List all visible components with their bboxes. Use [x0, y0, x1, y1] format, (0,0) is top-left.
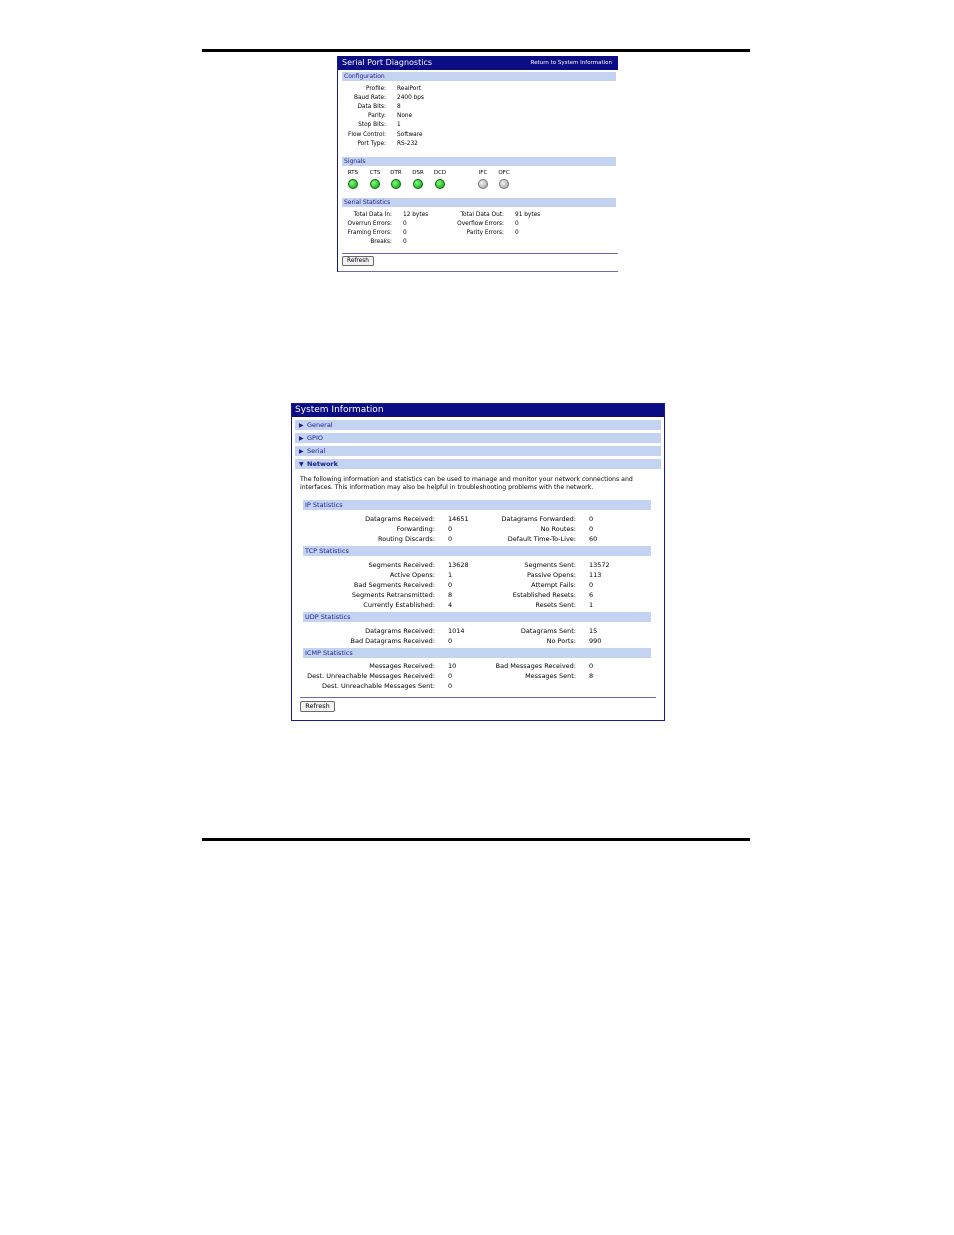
stat-value: 8	[397, 104, 401, 111]
stat-label: Datagrams Received:	[365, 627, 435, 635]
system-information-panel	[291, 403, 665, 721]
stat-label: Bad Segments Received:	[353, 581, 435, 589]
stat-label: Messages Sent:	[525, 672, 576, 680]
stat-label: Parity:	[367, 113, 386, 120]
configuration-header: Configuration	[342, 72, 616, 81]
serial-statistics-header: Serial Statistics	[342, 198, 616, 207]
signal-rts	[343, 170, 363, 189]
stat-label: Overflow Errors:	[457, 221, 504, 228]
stat-label: Parity Errors:	[466, 230, 504, 237]
stat-value: 0	[515, 230, 519, 237]
stat-label: Total Data Out:	[460, 212, 504, 218]
stat-value: 990	[589, 637, 602, 645]
section-label: GPIO	[307, 434, 323, 442]
signal-label: CTS	[369, 170, 381, 176]
stat-row	[302, 560, 469, 570]
stat-row	[302, 534, 452, 544]
section-label: Serial	[307, 447, 326, 455]
stat-row	[302, 570, 452, 580]
stat-row	[472, 560, 610, 570]
stat-value: 0	[448, 525, 453, 533]
top-rule	[202, 49, 750, 52]
caret-right-icon: ▶	[299, 448, 304, 455]
signal-label: RTS	[347, 170, 359, 176]
serial-titlebar	[338, 56, 618, 70]
stat-value: RealPort	[397, 86, 421, 92]
stat-row	[450, 220, 519, 229]
stat-value: 1	[589, 601, 594, 609]
stat-label: Passive Opens:	[526, 571, 576, 579]
signal-cts	[365, 170, 385, 189]
stat-label: Segments Retransmitted:	[351, 591, 435, 599]
stat-value: 1014	[448, 627, 465, 635]
section-gpio[interactable]	[295, 433, 661, 443]
signals-header: Signals	[342, 157, 616, 166]
stat-row	[338, 229, 407, 238]
stat-label: Datagrams Received:	[365, 515, 435, 523]
signal-label: DCD	[433, 170, 447, 176]
stat-value: 0	[403, 221, 407, 228]
stat-value: 2400 bps	[397, 95, 424, 102]
stat-value: 1	[448, 571, 453, 579]
stat-label: Data Bits:	[357, 104, 386, 111]
stat-value: 4	[448, 601, 453, 609]
serial-title: Serial Port Diagnostics	[342, 58, 433, 67]
stat-row	[472, 626, 597, 636]
caret-down-icon: ▼	[299, 461, 304, 468]
signal-ofc	[494, 170, 514, 189]
signal-led-icon	[478, 179, 488, 189]
stat-row	[338, 131, 423, 140]
stat-row	[472, 524, 593, 534]
stat-value: None	[397, 113, 413, 120]
signal-led-icon	[348, 179, 358, 189]
divider	[300, 697, 656, 698]
stat-row	[302, 671, 452, 681]
stat-value: 8	[589, 672, 594, 680]
stat-value: 0	[448, 672, 453, 680]
stat-label: Dest. Unreachable Messages Received:	[307, 672, 435, 680]
serial-port-diagnostics-panel	[337, 56, 618, 272]
section-label: Network	[307, 460, 338, 468]
stat-row	[472, 590, 593, 600]
stat-row	[472, 534, 597, 544]
stat-value: 0	[448, 581, 453, 589]
stat-value: 14651	[448, 515, 469, 523]
stat-value: 91 bytes	[515, 212, 541, 218]
stat-label: Segments Sent:	[524, 561, 576, 569]
stat-row	[338, 112, 412, 121]
signal-led-icon	[413, 179, 423, 189]
signal-label: OFC	[498, 170, 510, 176]
stat-value: 113	[589, 571, 602, 579]
section-general[interactable]	[295, 420, 661, 430]
section-serial[interactable]	[295, 446, 661, 456]
signal-dsr	[408, 170, 428, 189]
stat-label: Resets Sent:	[535, 601, 576, 609]
sysinfo-refresh-button[interactable]: Refresh	[300, 701, 335, 712]
stat-value: RS-232	[397, 140, 418, 147]
stat-row	[338, 85, 421, 94]
stat-label: Active Opens:	[389, 571, 435, 579]
stat-value: 6	[589, 591, 594, 599]
stat-row	[472, 661, 593, 671]
stat-value: 15	[589, 627, 598, 635]
signal-led-icon	[391, 179, 401, 189]
stat-value: 0	[589, 581, 594, 589]
stat-value: 13628	[448, 561, 469, 569]
stat-label: Breaks:	[370, 239, 392, 246]
stat-label: Flow Control:	[348, 131, 386, 138]
stat-row	[472, 600, 593, 610]
signal-led-icon	[499, 179, 509, 189]
stat-value: 0	[589, 662, 594, 670]
stat-label: Default Time-To-Live:	[507, 535, 576, 543]
stat-row	[450, 211, 540, 220]
stat-row	[302, 600, 452, 610]
stat-row	[302, 590, 452, 600]
stat-value: 0	[589, 515, 594, 523]
stat-row	[472, 570, 601, 580]
stat-label: Profile:	[366, 86, 386, 92]
stat-value: 13572	[589, 561, 610, 569]
stat-label: Baud Rate:	[354, 95, 386, 102]
signal-label: DTR	[390, 170, 402, 176]
stat-row	[450, 229, 519, 238]
stat-row	[302, 661, 456, 671]
stat-value: 0	[403, 239, 407, 246]
stat-row	[472, 636, 601, 646]
stat-label: Bad Datagrams Received:	[350, 637, 435, 645]
stat-row	[302, 514, 469, 524]
bottom-rule	[202, 838, 750, 841]
stat-row	[472, 671, 593, 681]
stat-label: Datagrams Sent:	[520, 627, 576, 635]
stat-row	[338, 94, 424, 103]
stat-row	[338, 140, 418, 149]
stat-row	[338, 121, 401, 130]
signal-label: IFC	[478, 170, 488, 176]
stat-label: Port Type:	[357, 140, 386, 147]
stat-label: No Ports:	[546, 637, 576, 645]
stat-row	[302, 681, 452, 691]
stat-label: Routing Discards:	[377, 535, 435, 543]
stat-label: Attempt Fails:	[531, 581, 576, 589]
stat-label: Forwarding:	[396, 525, 435, 533]
stat-label: Overrun Errors:	[347, 221, 392, 228]
stat-row	[472, 580, 593, 590]
tcp-statistics-header: TCP Statistics	[303, 546, 651, 556]
ip-statistics-header: IP Statistics	[303, 500, 651, 510]
stat-label: Total Data In:	[353, 212, 392, 218]
caret-right-icon: ▶	[299, 422, 304, 429]
stat-row	[302, 636, 452, 646]
stat-value: 12 bytes	[403, 212, 429, 218]
divider	[342, 253, 618, 254]
stat-value: 0	[403, 230, 407, 237]
stat-value: 0	[589, 525, 594, 533]
stat-label: No Routes:	[540, 525, 576, 533]
stat-row	[338, 238, 407, 247]
stat-value: 60	[589, 535, 598, 543]
stat-value: 0	[448, 535, 453, 543]
stat-label: Dest. Unreachable Messages Sent:	[321, 682, 435, 690]
signal-dtr	[386, 170, 406, 189]
stat-value: 0	[448, 682, 453, 690]
signal-dcd	[430, 170, 450, 189]
stat-label: Datagrams Forwarded:	[501, 515, 576, 523]
icmp-statistics-header: ICMP Statistics	[303, 648, 651, 658]
stat-row	[338, 220, 407, 229]
stat-label: Framing Errors:	[347, 230, 392, 237]
caret-right-icon: ▶	[299, 435, 304, 442]
stat-row	[302, 580, 452, 590]
signal-led-icon	[435, 179, 445, 189]
stat-label: Messages Received:	[369, 662, 435, 670]
stat-label: Currently Established:	[363, 601, 435, 609]
stat-label: Segments Received:	[368, 561, 435, 569]
stat-value: 1	[397, 122, 401, 129]
stat-row	[302, 524, 452, 534]
stat-value: 0	[448, 637, 453, 645]
signal-label: DSR	[412, 170, 424, 176]
panel-bottom-border	[338, 271, 618, 272]
signal-led-icon	[370, 179, 380, 189]
stat-label: Stop Bits:	[358, 122, 386, 129]
stat-value: 8	[448, 591, 453, 599]
stat-value: 0	[515, 221, 519, 228]
stat-row	[302, 626, 465, 636]
stat-row	[338, 103, 401, 112]
section-label: General	[307, 421, 333, 429]
section-network[interactable]	[295, 459, 661, 469]
sysinfo-title: System Information	[292, 404, 664, 417]
stat-row	[472, 514, 593, 524]
udp-statistics-header: UDP Statistics	[303, 612, 651, 622]
return-to-system-information-link[interactable]: Return to System Information	[530, 60, 612, 66]
stat-label: Bad Messages Received:	[495, 662, 576, 670]
stat-value: 10	[448, 662, 457, 670]
signal-ifc	[473, 170, 493, 189]
stat-row	[338, 211, 428, 220]
network-description: The following information and statistics can be used to manage and monitor your network connections and interfaces. This information may also be helpful in troubleshooting problems with the network.	[300, 476, 633, 491]
stat-label: Established Resets:	[512, 591, 576, 599]
serial-refresh-button[interactable]: Refresh	[342, 256, 374, 266]
stat-value: Software	[397, 131, 423, 138]
